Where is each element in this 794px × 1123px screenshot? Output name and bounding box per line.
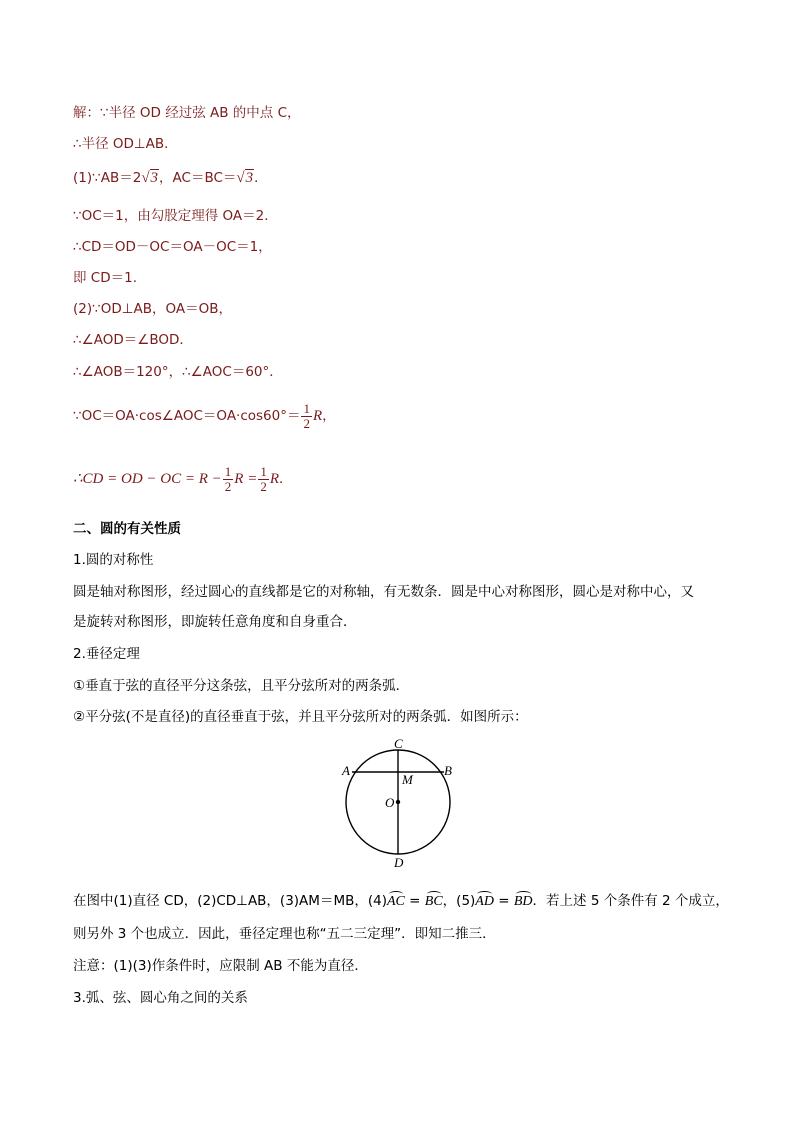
arc-ac: AC xyxy=(386,894,405,909)
label-c: C xyxy=(394,736,403,751)
sqrt-expression-2: √3 xyxy=(236,170,254,186)
solution-line-11-part-c: R xyxy=(269,471,280,487)
fraction-numerator: 1 xyxy=(303,400,310,416)
fraction-denominator: 2 xyxy=(303,415,310,431)
center-point xyxy=(396,800,400,804)
symmetry-text-line-1: 圆是轴对称图形，经过圆心的直线都是它的对称轴，有无数条．圆是中心对称图形，圆心是对称中心，又 xyxy=(73,584,694,600)
fraction-one-half-1 xyxy=(301,402,312,431)
conditions-line-2: 则另外 3 个也成立．因此，垂径定理也称“五二三定理”．即知二推三． xyxy=(73,926,496,942)
note-line: 注意：(1)(3)作条件时，应限制 AB 不能为直径． xyxy=(73,958,368,974)
conditions-line-1 xyxy=(73,892,729,911)
label-b: B xyxy=(444,763,452,778)
fraction-denominator: 2 xyxy=(224,478,232,494)
solution-line-7: (2)∵OD⊥AB，OA＝OB， xyxy=(73,301,233,317)
sqrt-expression-1: √3 xyxy=(141,170,159,186)
symmetry-title: 1.圆的对称性 xyxy=(73,552,154,568)
solution-line-11-part-a: ∴CD = OD − OC = R − xyxy=(73,471,222,487)
perpendicular-diameter-figure xyxy=(330,735,470,870)
sqrt-radicand-2: 3 xyxy=(245,170,254,186)
theorem-statement-2: ②平分弦(不是直径)的直径垂直于弦，并且平分弦所对的两条弧．如图所示： xyxy=(73,709,528,725)
solution-line-3 xyxy=(73,169,268,187)
solution-line-10-part-a: ∵OC＝OA·cos∠AOC＝OA·cos60°＝ xyxy=(73,408,301,424)
next-section-title: 3.弧、弦、圆心角之间的关系 xyxy=(73,990,248,1006)
symmetry-text-line-2: 是旋转对称图形，即旋转任意角度和自身重合． xyxy=(73,614,357,630)
sqrt-radicand-1: 3 xyxy=(150,170,159,186)
arc-bd: BD xyxy=(513,894,533,909)
solution-line-10-part-c: ， xyxy=(322,408,336,424)
solution-line-2: ∴半径 OD⊥AB． xyxy=(73,136,178,152)
solution-line-3-part-b: ，AC＝BC＝ xyxy=(159,170,237,186)
fraction-one-half-3 xyxy=(258,465,269,494)
label-a: A xyxy=(342,763,350,778)
fraction-denominator: 2 xyxy=(260,478,267,494)
conditions-part-c: ．若上述 5 个条件有 2 个成立， xyxy=(532,893,729,909)
fraction-one-half-2 xyxy=(223,465,234,494)
section-heading: 二、圆的有关性质 xyxy=(73,521,181,537)
solution-line-3-part-a: (1)∵AB＝2 xyxy=(73,170,142,186)
solution-line-11-part-b: R = xyxy=(234,471,258,487)
fraction-numerator: 1 xyxy=(260,463,267,479)
arc-bc: BC xyxy=(424,894,443,909)
solution-line-9: ∴∠AOB＝120°，∴∠AOC＝60°． xyxy=(73,364,283,380)
solution-line-11 xyxy=(73,463,293,495)
equals-sign-1: = xyxy=(404,893,425,909)
theorem-statement-1: ①垂直于弦的直径平分这条弦，且平分弦所对的两条弧． xyxy=(73,678,410,694)
solution-line-11-part-d: ． xyxy=(279,471,293,487)
conditions-part-b: ，(5) xyxy=(442,893,476,909)
conditions-part-a: 在图中(1)直径 CD，(2)CD⊥AB，(3)AM＝MB，(4) xyxy=(73,893,387,909)
label-d: D xyxy=(394,855,404,870)
label-m: M xyxy=(402,772,413,787)
arc-ad: AD xyxy=(475,894,494,909)
solution-line-1: 解：∵半径 OD 经过弦 AB 的中点 C， xyxy=(73,105,301,121)
solution-line-5: ∴CD＝OD－OC＝OA－OC＝1， xyxy=(73,239,272,255)
solution-line-6: 即 CD＝1. xyxy=(73,270,137,286)
variable-r: R xyxy=(312,408,323,424)
fraction-numerator: 1 xyxy=(224,463,232,479)
equals-sign-2: = xyxy=(493,893,514,909)
solution-line-10 xyxy=(73,400,336,432)
label-o: O xyxy=(385,795,395,810)
solution-line-8: ∴∠AOD＝∠BOD． xyxy=(73,332,193,348)
solution-line-3-part-c: ． xyxy=(254,170,268,186)
solution-line-4: ∵OC＝1，由勾股定理得 OA＝2． xyxy=(73,208,278,224)
theorem-title: 2.垂径定理 xyxy=(73,646,140,662)
